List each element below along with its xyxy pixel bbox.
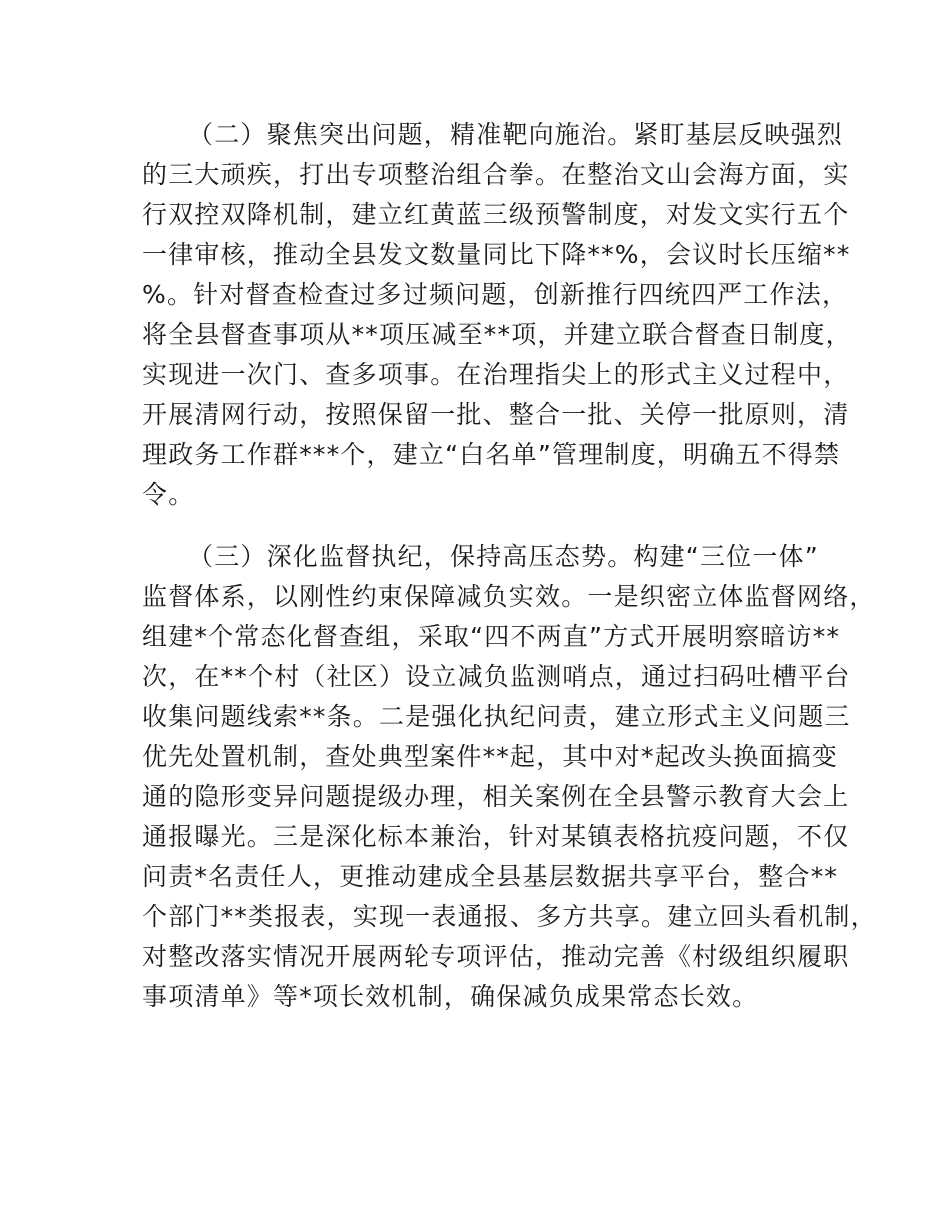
section-three-line-7: 通的隐形变异问题提级办理，相关案例在全县警示教育大会上	[142, 782, 850, 811]
section-three-line-1: （三）深化监督执纪，保持高压态势。构建“三位一体”	[188, 542, 819, 571]
section-three-line-9: 问责*名责任人，更推动建成全县基层数据共享平台，整合**	[142, 862, 839, 891]
section-three-line-5: 收集问题线索**条。二是强化执纪问责，建立形式主义问题三	[142, 702, 851, 731]
section-three-line-3: 组建*个常态化督查组，采取“四不两直”方式开展明察暗访**	[142, 622, 841, 651]
section-two-line-10: 令。	[142, 480, 195, 509]
section-three-line-11: 对整改落实情况开展两轮专项评估，推动完善《村级组织履职	[142, 942, 850, 971]
section-three-line-12: 事项清单》等*项长效机制，确保减负成果常态长效。	[142, 982, 759, 1011]
section-three-line-10: 个部门**类报表，实现一表通报、多方共享。建立回头看机制，	[142, 902, 877, 931]
section-two-line-9: 理政务工作群***个，建立“白名单”管理制度，明确五不得禁	[142, 440, 841, 469]
section-two-line-4: 一律审核，推动全县发文数量同比下降**%，会议时长压缩**	[142, 240, 851, 269]
section-three-line-6: 优先处置机制，查处典型案件**起，其中对*起改头换面搞变	[142, 742, 839, 771]
section-two-line-7: 实现进一次门、查多项事。在治理指尖上的形式主义过程中，	[142, 360, 850, 389]
section-two-line-5: %。针对督查检查过多过频问题，创新推行四统四严工作法，	[142, 280, 849, 309]
section-three-line-4: 次，在**个村（社区）设立减负监测哨点，通过扫码吐槽平台	[142, 662, 851, 691]
section-two-line-6: 将全县督查事项从**项压减至**项，并建立联合督查日制度，	[142, 320, 852, 349]
section-three-line-2: 监督体系，以刚性约束保障减负实效。一是织密立体监督网络，	[142, 582, 876, 611]
section-three-line-8: 通报曝光。三是深化标本兼治，针对某镇表格抗疫问题，不仅	[142, 822, 850, 851]
section-two-line-8: 开展清网行动，按照保留一批、整合一批、关停一批原则，清	[142, 400, 850, 429]
section-two-line-3: 行双控双降机制，建立红黄蓝三级预警制度，对发文实行五个	[142, 200, 850, 229]
section-two-line-1: （二）聚焦突出问题，精准靶向施治。紧盯基层反映强烈	[188, 120, 844, 149]
section-two-line-2: 的三大顽疾，打出专项整治组合拳。在整治文山会海方面，实	[142, 160, 850, 189]
